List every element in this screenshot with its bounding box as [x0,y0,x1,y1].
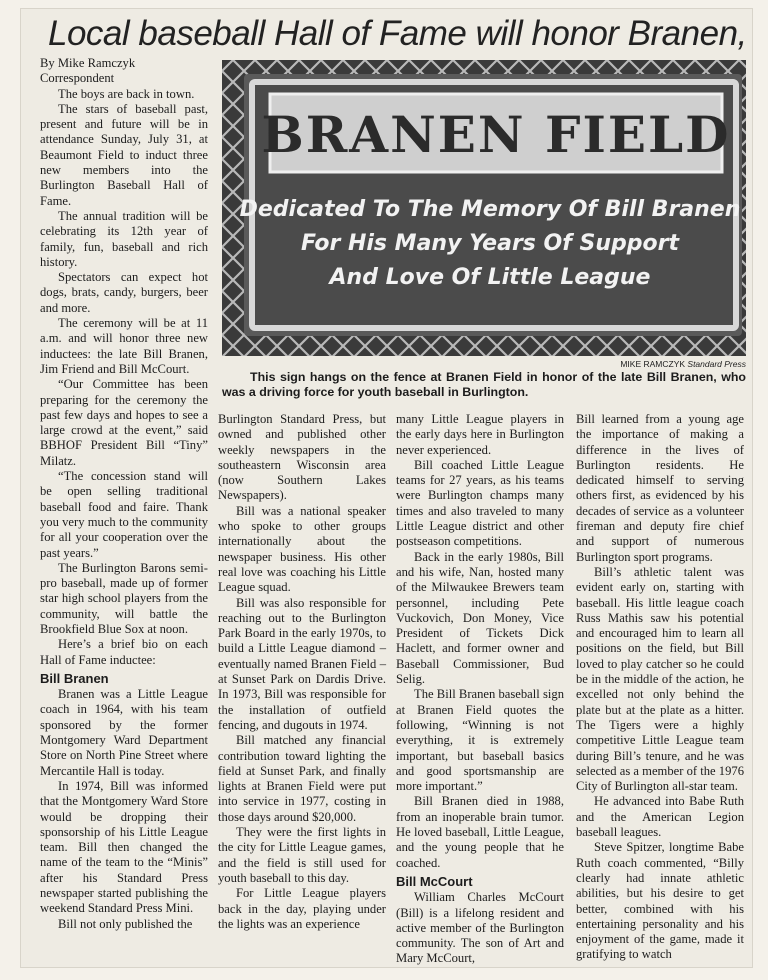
paragraph: He advanced into Babe Ruth and the American Legion baseball leagues. [576,794,744,840]
photo-credit-publication: Standard Press [687,359,746,369]
byline: By Mike Ramczyk [40,56,136,70]
paragraph: They were the first lights in the city for Little League games, and the field is still used for youth baseball to this day. [218,825,386,885]
headline: Local baseball Hall of Fame will honor Branen, [48,14,747,53]
paragraph: Back in the early 1980s, Bill and his wife, Nan, hosted many of the Milwaukee Brewers team personnel, including Pete Vuckovich, Don Money, Vice President of Tickets Dick Haclett, and former owner and Baseball Commissioner, Bud Selig. [396,549,564,687]
subheading-bill-mccourt: Bill McCourt [396,873,473,889]
byline-role: Correspondent [40,71,115,86]
paragraph: The Burlington Barons semi-pro baseball, made up of former star high school players from the community, will battle the Brookfield Blue Sox at noon. [40,560,208,636]
paragraph: The Bill Branen baseball sign at Branen Field quotes the following, “Winning is not everything, it is extremely important, but baseball basics and good sportsmanship are more important.” [396,687,564,794]
photo-credit [560,359,746,369]
paragraph: The stars of baseball past, present and future will be in attendance Sunday, July 31, at Beaumont Field to induct three new members into the Burlington Baseball Hall of Fame. [40,101,208,208]
paragraph: Steve Spitzer, longtime Babe Ruth coach commented, “Billy clearly had innate athletic abilities, but his desire to get better, combined with his entertaining personality and his enjoyment of the game, made it gratifying to watch [576,840,744,962]
paragraph: For Little League players back in the day, playing under the lights was an experience [218,886,386,931]
paragraph: Bill was also responsible for reaching out to the Burlington Park Board in the early 1970s, to build a Little League diamond – eventually named Branen Field – at Sunset Park on Dardis Drive. In 1973, Bill was responsible for the installation of outfield fencing, and dugouts in 1974. [218,595,386,732]
photo-branen-field-sign [222,60,746,356]
paragraph: “Our Committee has been preparing for the ceremony the past few days and hopes to see a large crowd at the event,” said BBHOF President Bill “Tiny” Milatz. [40,377,208,468]
article-column-2 [218,412,386,952]
paragraph: many Little League players in the early days here in Burlington never experienced. [396,412,564,457]
paragraph: The boys are back in town. [58,86,195,101]
paragraph: Bill Branen died in 1988, from an inoperable brain tumor. He loved baseball, Little League, and the young people that he coached. [396,794,564,870]
paragraph: Bill’s athletic talent was evident early on, starting with baseball. His little league coach Russ Mathis saw his potential and encouraged him to learn all positions on the field, but Bill loved to play catcher so he could be in the middle of the action, he excelled not only behind the plate but at the plate as a hitter. The Tigers were a highly competitive Little League team during Bill’s tenure, and he was selected as a member of the 1976 City of Burlington all-star team. [576,564,744,794]
photo-credit-name: MIKE RAMCZYK [620,359,686,369]
paragraph: Branen was a Little League coach in 1964, with his team sponsored by the former Montgomery Ward Department Store on North Pine Street where Mercantile Hall is today. [40,687,208,778]
photo-caption: This sign hangs on the fence at Branen Field in honor of the late Bill Branen, who was a driving force for youth baseball in Burlington. [222,370,746,399]
paragraph: Burlington Standard Press, but owned and published other weekly newspapers in the southeastern Wisconsin area (now Southern Lakes Newspapers). [218,412,386,503]
article-column-1 [40,56,208,956]
paragraph: Spectators can expect hot dogs, brats, candy, burgers, beer and more. [40,270,208,315]
paragraph: Bill learned from a young age the importance of making a difference in the lives of Burlington residents. He dedicated himself to serving others first, as evidenced by his decades of service as a volunteer fireman and deputy fire chief and support of numerous Burlington sport programs. [576,412,744,564]
sign-line-3: And Love Of Little League [329,265,651,290]
sign-line-1: Dedicated To The Memory Of Bill Branen [239,197,741,222]
paragraph: Bill coached Little League teams for 27 years, as his teams were Burlington champs many times and also traveled to many Little League district and other postseason competitions. [396,457,564,549]
sign-line-2: For His Many Years Of Support [301,231,679,256]
sign-title: BRANEN FIELD [261,105,731,164]
paragraph: The annual tradition will be celebrating its 12th year of family, fun, baseball and rich history. [40,208,208,269]
article-column-4 [576,412,744,962]
paragraph: William Charles McCourt (Bill) is a lifelong resident and active member of the Burlington community. The son of Art and Mary McCourt, [396,890,564,966]
paragraph: Here’s a brief bio on each Hall of Fame inductee: [40,637,208,667]
paragraph: Bill not only published the [58,916,193,931]
paragraph: “The concession stand will be open selling traditional baseball food and faire. Thank you very much to the community for all your cooperation over the past years.” [40,469,208,560]
article-column-3 [396,412,564,966]
paragraph: Bill was a national speaker who spoke to other groups internationally about the newspaper business. His other real love was coaching his Little League squad. [218,503,386,595]
paragraph: The ceremony will be at 11 a.m. and will honor three new inductees: the late Bill Branen, Jim Friend and Bill McCourt. [40,316,208,376]
paragraph: Bill matched any financial contribution toward lighting the field at Sunset Park, and finally lights at Branen Field were put into service in 1977, costing in those days around $20,000. [218,733,386,824]
paragraph: In 1974, Bill was informed that the Montgomery Ward Store would be dropping their sponsorship of his Little League team. Bill then changed the name of the team to the “Minis” after his Standard Press newspaper started publishing the weekend Standard Press Mini. [40,778,208,916]
subheading-bill-branen: Bill Branen [40,670,109,686]
